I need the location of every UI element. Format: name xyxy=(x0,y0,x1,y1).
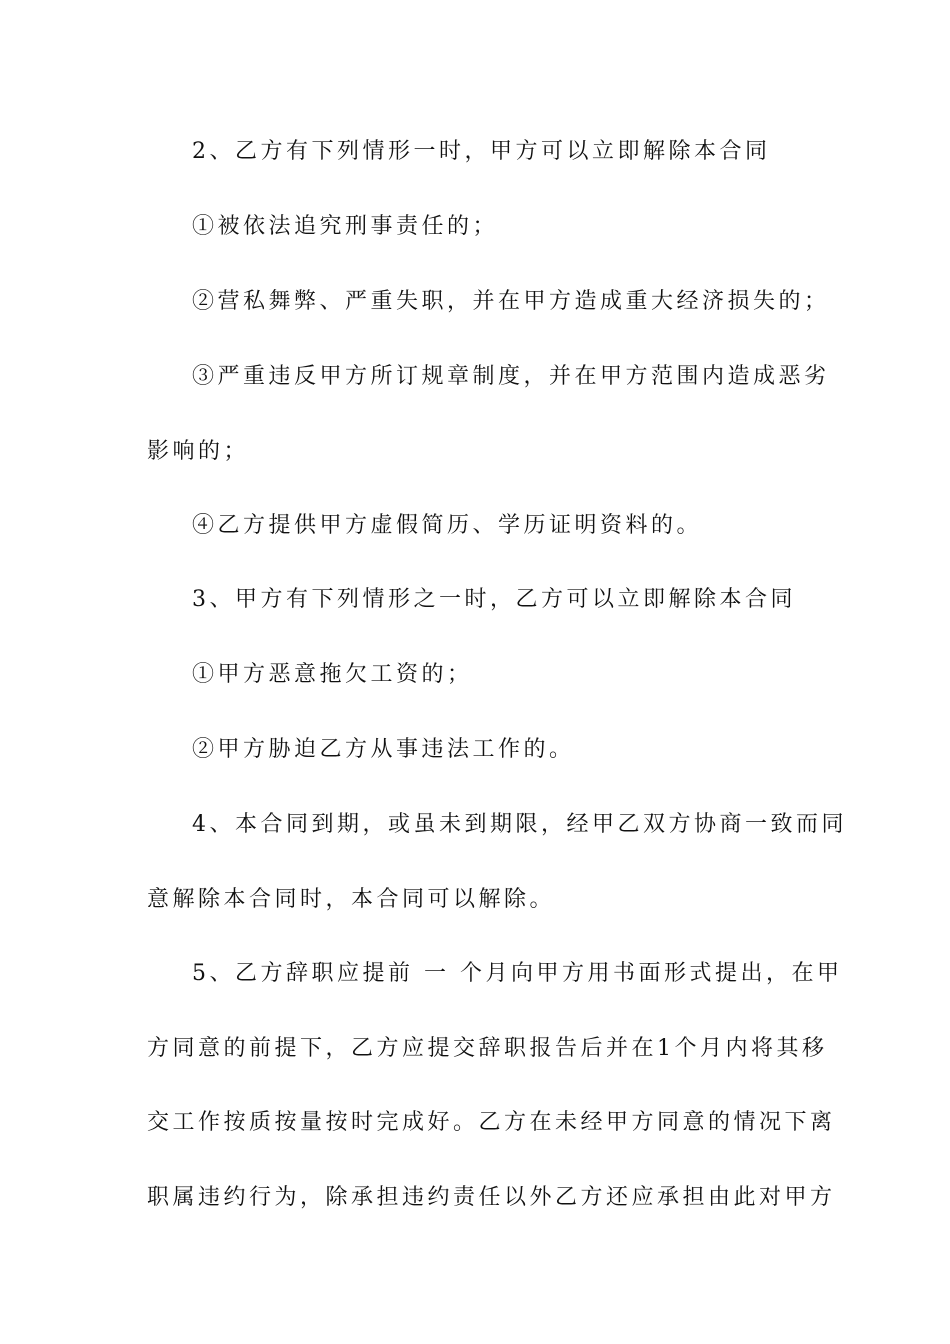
clause-3-item-1: ①甲方恶意拖欠工资的； xyxy=(192,662,473,687)
clause-5-text-line-4: 职属违约行为，除承担违约责任以外乙方还应承担由此对甲方 xyxy=(147,1185,836,1210)
clause-3-item-2: ②甲方胁迫乙方从事违法工作的。 xyxy=(192,737,575,762)
clause-5-text-line-3: 交工作按质按量按时完成好。乙方在未经甲方同意的情况下离 xyxy=(147,1110,836,1135)
clause-2-item-3: ③严重违反甲方所订规章制度，并在甲方范围内造成恶劣 xyxy=(192,364,830,389)
clause-2-item-3-continued: 影响的； xyxy=(147,439,250,464)
clause-5-text: 5、乙方辞职应提前 一 个月向甲方用书面形式提出，在甲 xyxy=(192,961,843,986)
clause-2-item-2: ②营私舞弊、严重失职，并在甲方造成重大经济损失的； xyxy=(192,289,830,314)
clause-3-heading: 3、甲方有下列情形之一时，乙方可以立即解除本合同 xyxy=(192,587,796,612)
clause-4-text-continued: 意解除本合同时，本合同可以解除。 xyxy=(147,887,556,912)
clause-2-item-4: ④乙方提供甲方虚假简历、学历证明资料的。 xyxy=(192,513,703,538)
clause-2-item-1: ①被依法追究刑事责任的； xyxy=(192,214,499,239)
clause-5-text-line-2: 方同意的前提下，乙方应提交辞职报告后并在1个月内将其移 xyxy=(147,1036,828,1061)
clause-2-heading: 2、乙方有下列情形一时，甲方可以立即解除本合同 xyxy=(192,139,771,164)
clause-4-text: 4、本合同到期，或虽未到期限，经甲乙双方协商一致而同 xyxy=(192,812,847,837)
